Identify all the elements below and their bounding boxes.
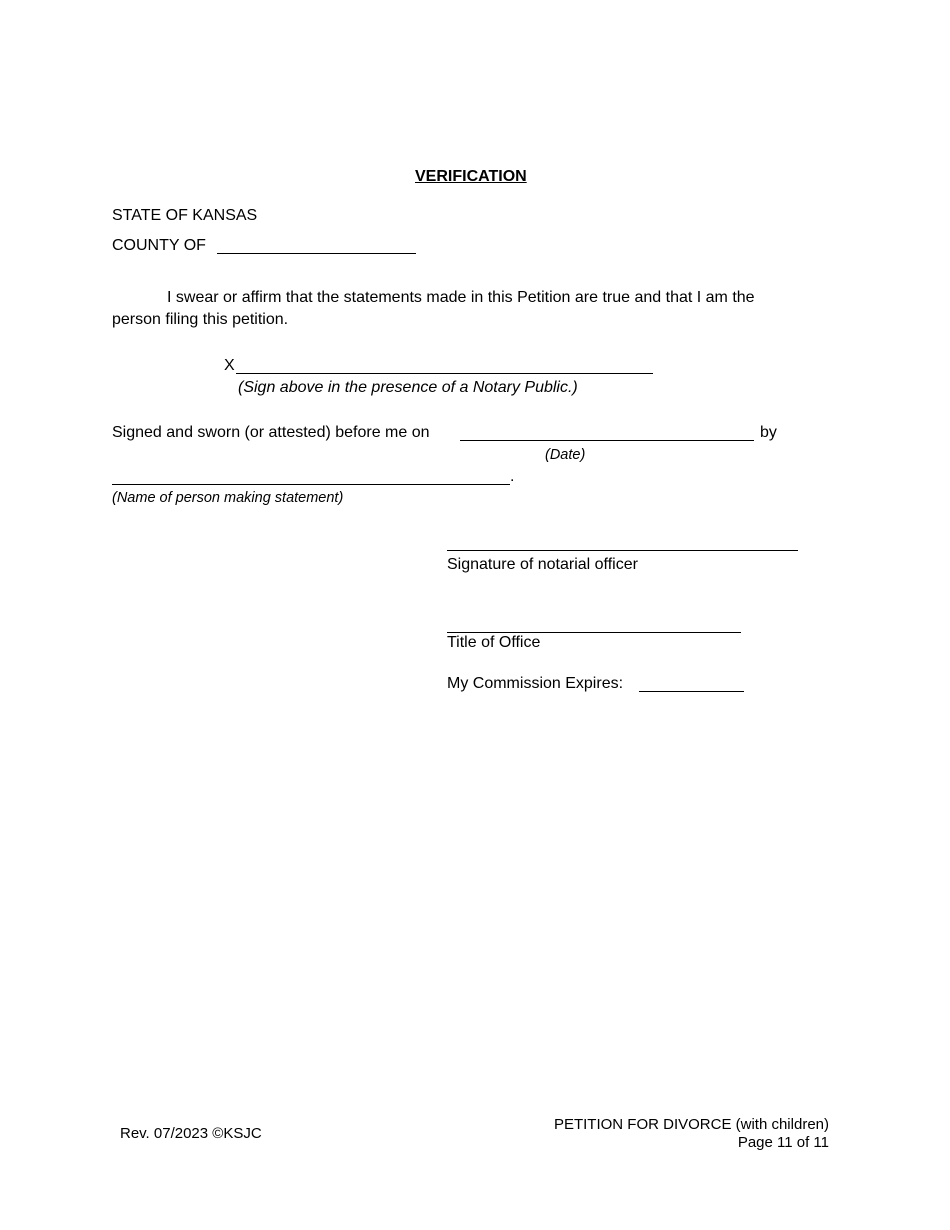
person-name-blank[interactable] [112,484,510,485]
name-caption: (Name of person making statement) [112,490,344,506]
petitioner-signature-line[interactable] [236,373,653,374]
commission-label: My Commission Expires: [447,675,624,692]
signature-caption: (Sign above in the presence of a Notary Public.) [238,379,578,396]
date-caption: (Date) [545,447,586,463]
footer-revision: Rev. 07/2023 ©KSJC [120,1125,262,1142]
footer-doc-title: PETITION FOR DIVORCE (with children) [553,1116,829,1133]
notary-signature-line[interactable] [447,550,798,551]
county-label: COUNTY OF [112,237,206,254]
county-line [112,237,206,255]
footer-page-number: Page 11 of 11 [737,1134,829,1151]
notary-signature-label: Signature of notarial officer [447,556,638,573]
title-of-office-line[interactable] [447,632,741,633]
title-of-office-label: Title of Office [447,634,541,651]
document-heading: VERIFICATION [415,168,527,185]
state-line: STATE OF KANSAS [112,207,258,224]
county-blank[interactable] [217,253,416,254]
sworn-by: by [760,424,777,441]
oath-text-line-2: person filing this petition. [112,311,289,328]
signature-x-mark: X [224,357,235,374]
commission-expires-blank[interactable] [639,691,744,692]
name-period: . [510,468,515,485]
oath-text-line-1: I swear or affirm that the statements made in this Petition are true and that I am the [167,289,755,306]
sworn-label: Signed and sworn (or attested) before me on [112,424,430,441]
sworn-date-blank[interactable] [460,440,754,441]
